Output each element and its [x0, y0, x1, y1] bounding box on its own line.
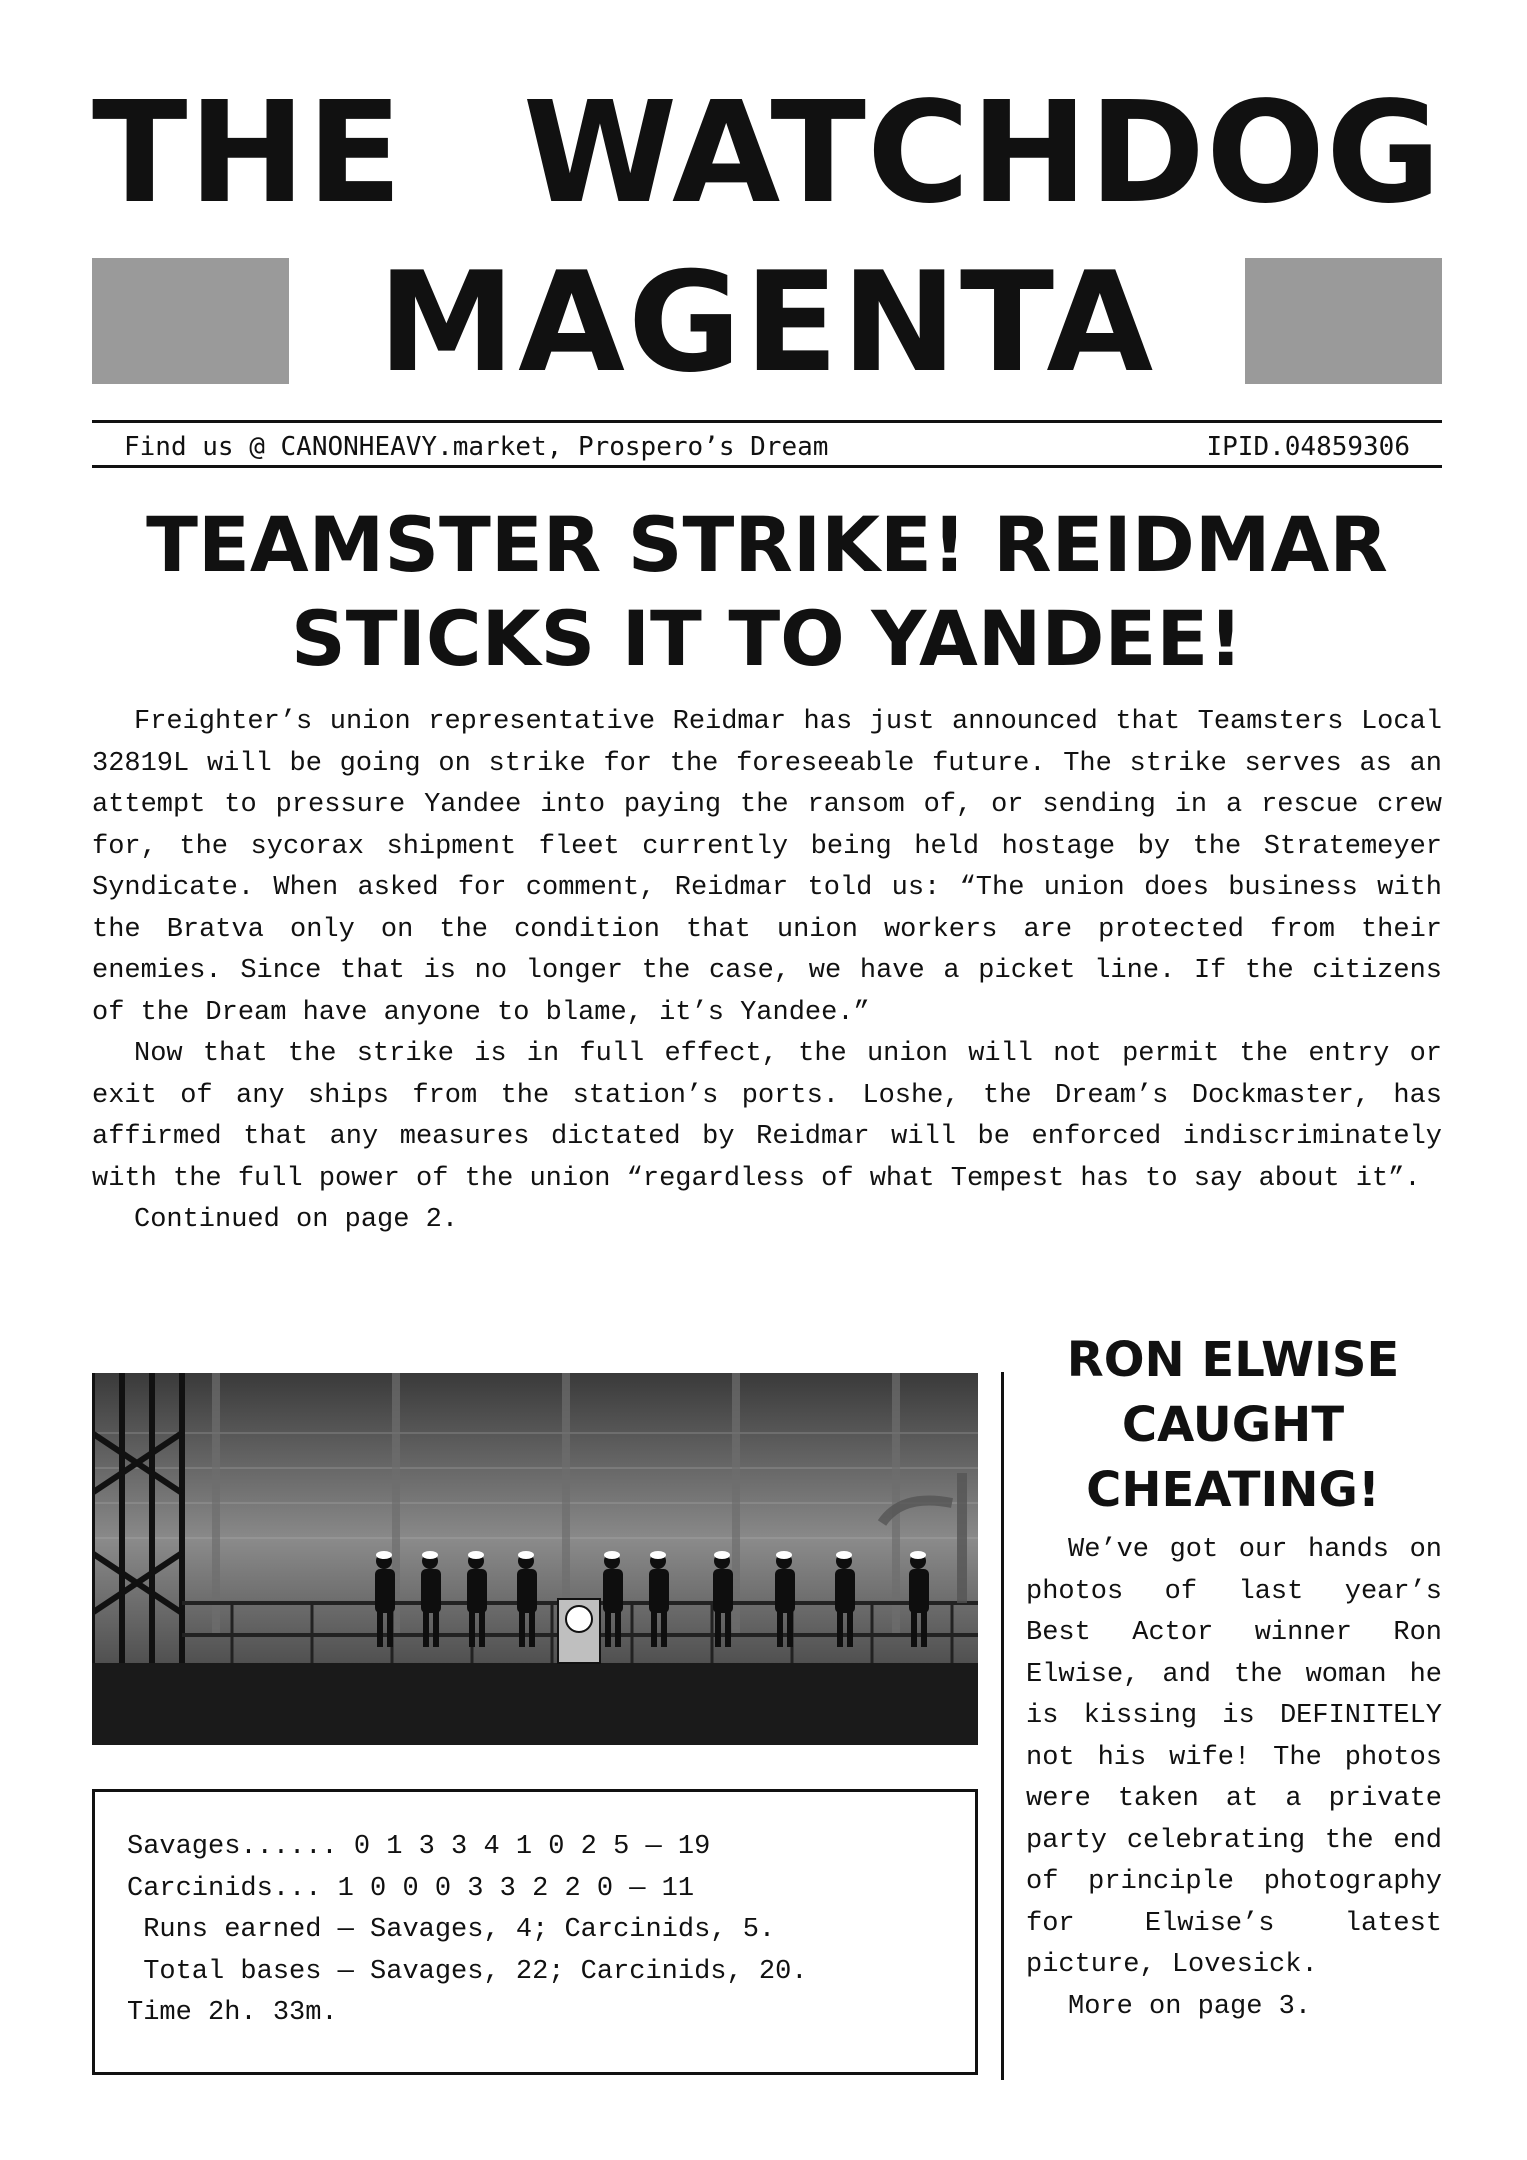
lead-headline-line1: TEAMSTER STRIKE! REIDMAR [146, 500, 1388, 589]
lead-paragraph-2: Now that the strike is in full effect, the union will not permit the entry or exit of any ships from the station’s ports. Loshe, the Dream’s Dockmaster, has affirmed that any measures dictated by Reidmar will be enforced indiscriminately with the full power of the union “regardless of what Tempest has to say about it”. [92, 1039, 1442, 1194]
side-headline [1024, 1328, 1442, 1523]
location-text: Find us @ CANONHEAVY.market, Prospero’s Dream [124, 432, 829, 462]
score-line-savages: Savages...... 0 1 3 3 4 1 0 2 5 — 19 [127, 1832, 711, 1862]
score-line-carcinids: Carcinids... 1 0 0 0 3 3 2 2 0 — 11 [127, 1873, 695, 1904]
score-line-total-bases: Total bases — Savages, 22; Carcinids, 20. [127, 1956, 808, 1987]
box-score [92, 1789, 978, 2075]
info-bar-bottom-rule [92, 465, 1442, 468]
side-more-note: More on page 3. [1068, 1991, 1312, 2022]
side-headline-line1: RON ELWISE [1066, 1332, 1400, 1388]
side-headline-line3: CHEATING! [1086, 1462, 1380, 1518]
lead-article [92, 702, 1442, 1242]
industrial-walkway-photo [92, 1373, 978, 1745]
lead-headline [92, 498, 1442, 686]
continued-note: Continued on page 2. [134, 1205, 459, 1235]
masthead-row2 [92, 242, 1442, 403]
masthead-left-block [92, 258, 289, 384]
side-headline-line2: CAUGHT [1121, 1397, 1345, 1453]
info-bar [92, 428, 1442, 466]
column-divider [1001, 1372, 1004, 2080]
side-paragraph-1: We’ve got our hands on photos of last year’s Best Actor winner Ron Elwise, and the woman he is kissing is DEFINITELY not his wife! The photos were taken at a private party celebrating the end of principle photography for Elwise’s latest picture, Lovesick. [1026, 1535, 1442, 1980]
masthead-title-line2: MAGENTA [377, 242, 1157, 403]
lead-paragraph-1: Freighter’s union representative Reidmar has just announced that Teamsters Local 32819L will be going on strike for the foreseeable future. The strike serves as an attempt to pressure Yandee into paying the ransom of, or sending in a rescue crew for, the sycorax shipment fleet currently being held hostage by the Stratemeyer Syndicate. When asked for comment, Reidmar told us: “The union does business with the Bratva only on the condition that union workers are protected from their enemies. Since that is no longer the case, we have a picket line. If the citizens of the Dream have anyone to blame, it’s Yandee.” [92, 707, 1442, 1028]
side-article [1026, 1530, 1442, 2028]
issue-id: IPID.04859306 [1206, 432, 1410, 462]
masthead-right-block [1245, 258, 1442, 384]
score-line-time: Time 2h. 33m. [127, 1998, 338, 2028]
score-line-runs-earned: Runs earned — Savages, 4; Carcinids, 5. [127, 1915, 776, 1945]
lead-headline-line2: STICKS IT TO YANDEE! [291, 594, 1243, 683]
info-bar-top-rule [92, 420, 1442, 423]
masthead-title-line1: THE WATCHDOG [92, 72, 1442, 235]
